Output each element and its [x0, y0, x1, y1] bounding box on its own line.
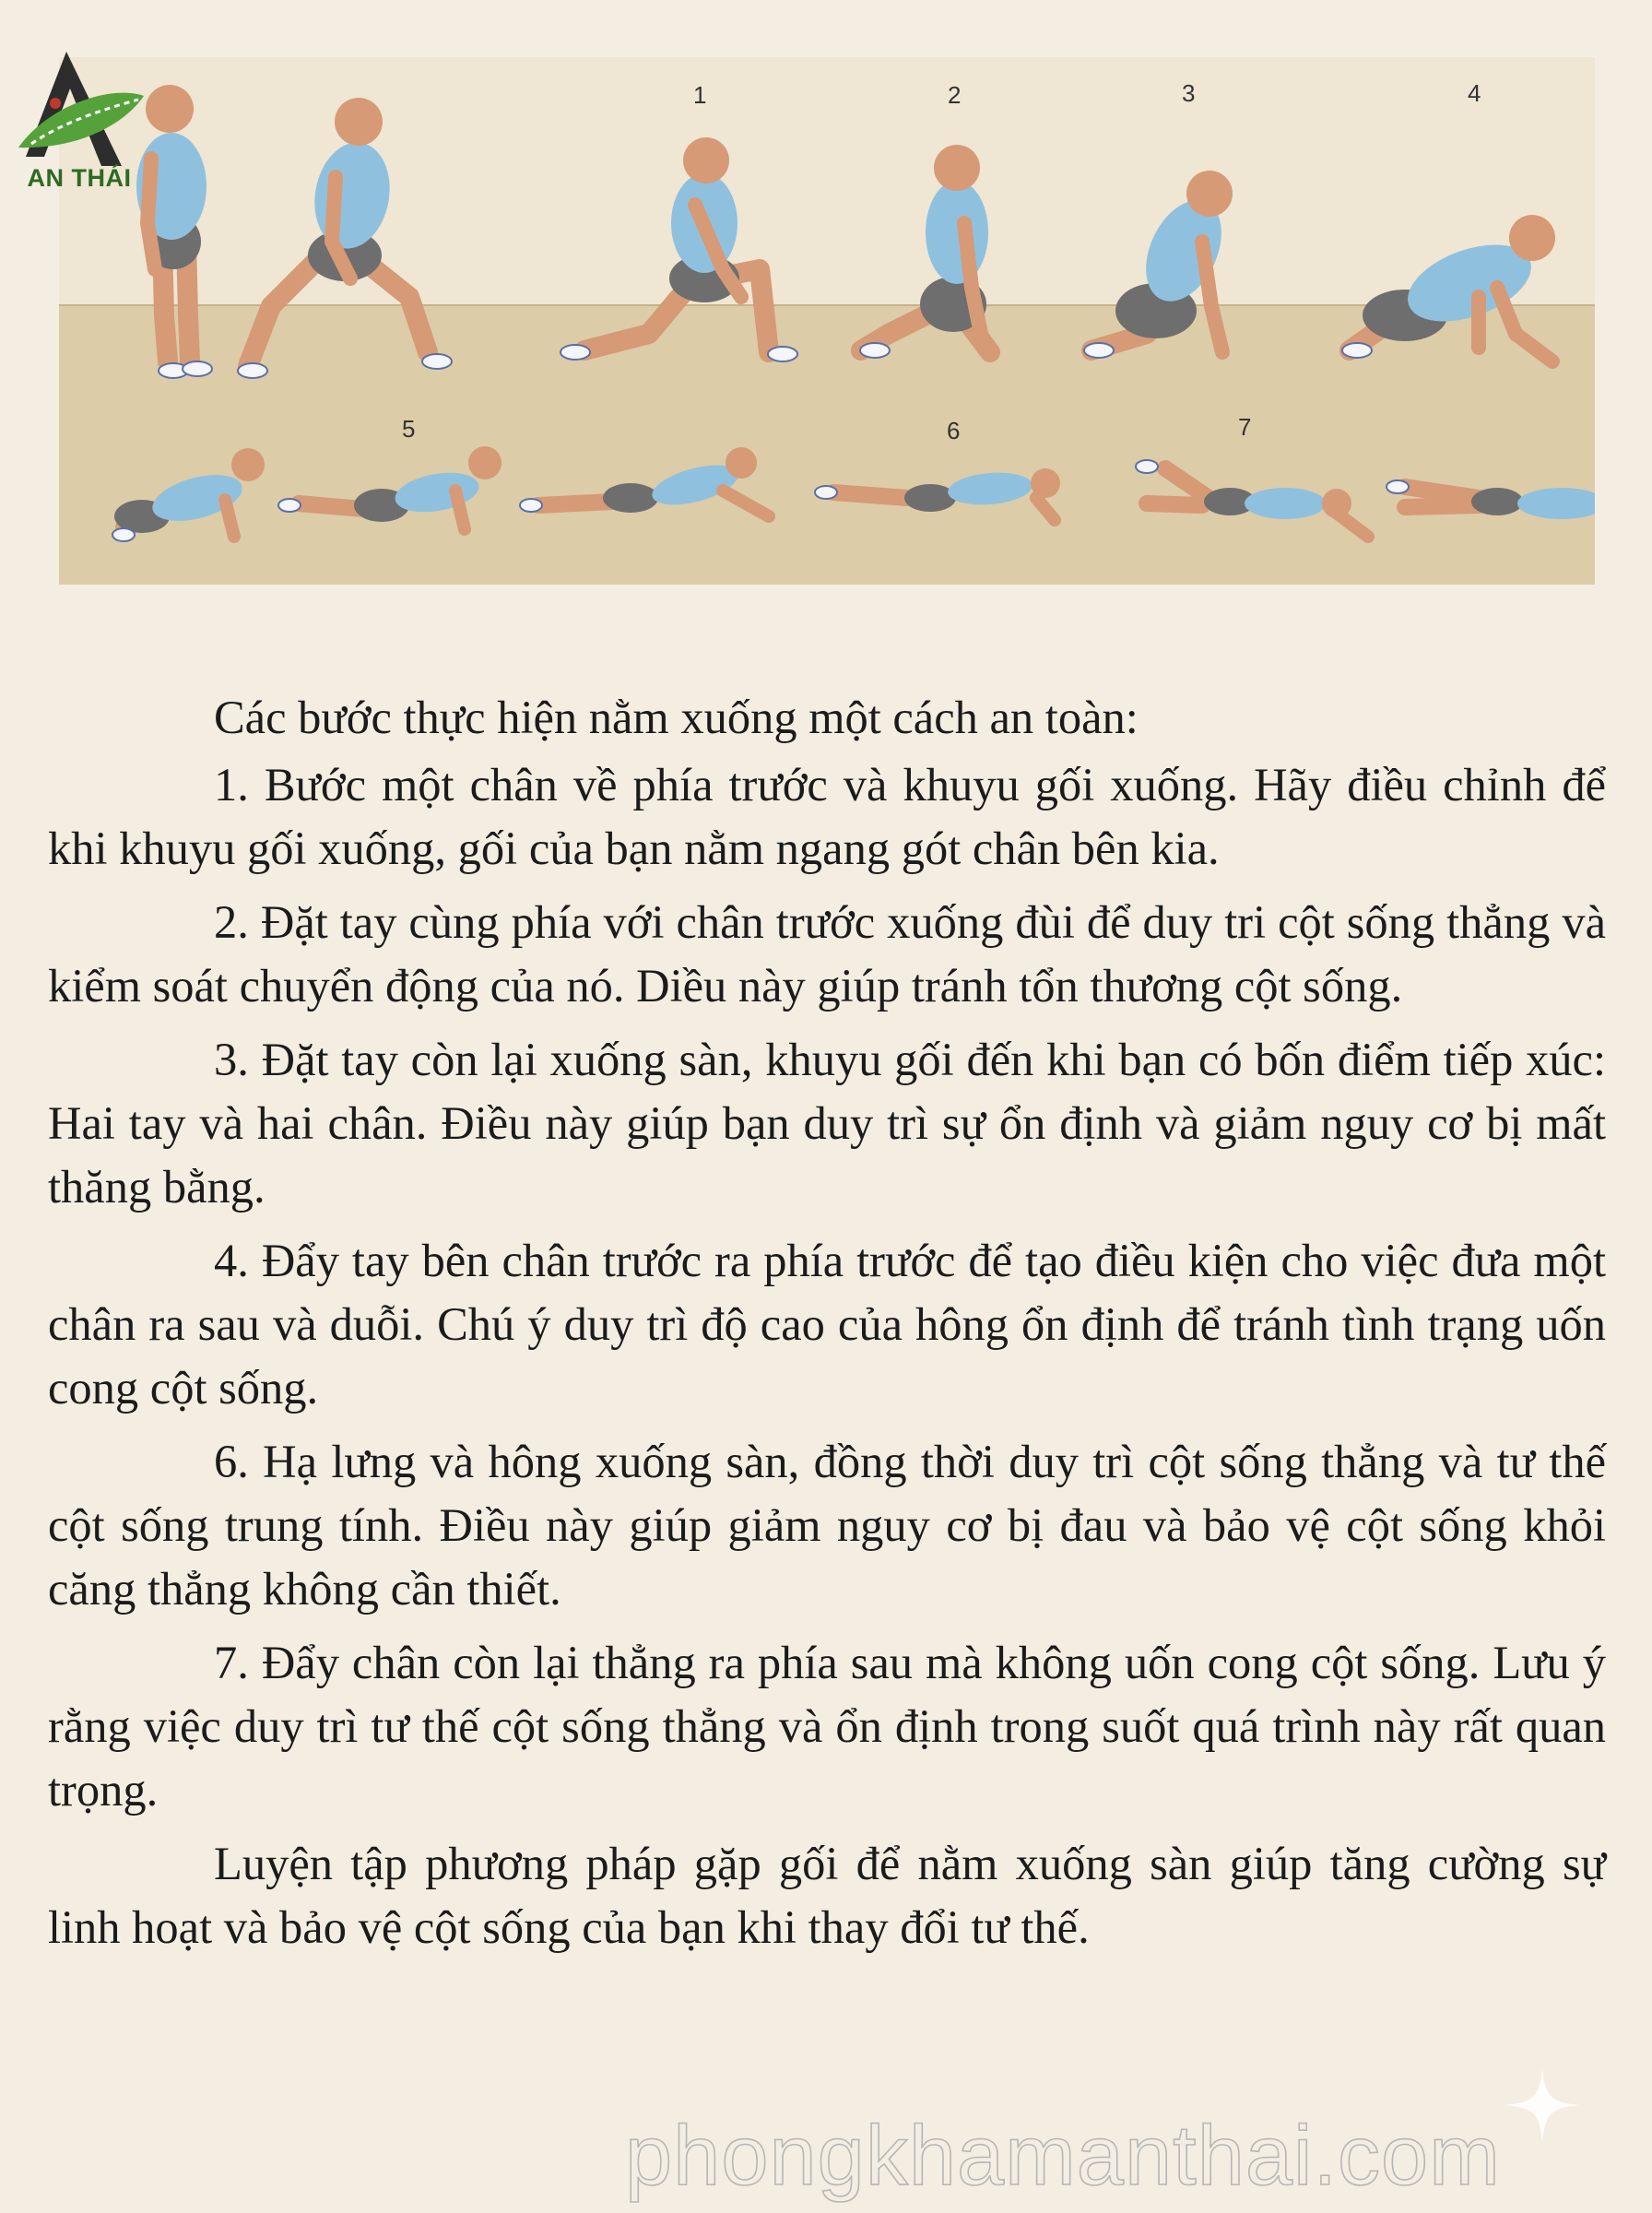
figure-step-4	[1342, 215, 1555, 361]
step-label-5: 5	[402, 415, 416, 443]
closing-paragraph: Luyện tập phương pháp gặp gối để nằm xuống sàn giúp tăng cường sự linh hoạt và bảo vệ cột sống của bạn khi thay đổi tư thế.	[48, 1838, 1606, 1953]
step-label-4: 4	[1468, 79, 1481, 107]
step-paragraph-7: 7. Đẩy chân còn lại thẳng ra phía sau mà không uốn cong cột sống. Lưu ý rằng việc duy trì tư thế cột sống thẳng và ổn định trong suốt quá trình này rất quan trọng.	[48, 1637, 1606, 1816]
figure-step-2	[860, 145, 990, 358]
step-paragraph-2: 2. Đặt tay cùng phía với chân trước xuống đùi để duy tri cột sống thẳng và kiểm soát chuyển động của nó. Diều này giúp tránh tổn thương cột sống.	[48, 896, 1606, 1012]
figure-lowering	[520, 447, 769, 516]
exercise-figures	[59, 57, 1595, 585]
step-label-1: 1	[693, 81, 707, 109]
figure-step-3	[1084, 171, 1236, 358]
figure-lying	[1386, 480, 1595, 519]
step-label-6: 6	[947, 417, 961, 444]
figure-stepping	[238, 98, 452, 378]
figure-step-7	[1136, 460, 1368, 537]
watermark-text: phongkhamanthai.com	[625, 2109, 1501, 2203]
exercise-illustration	[59, 57, 1595, 585]
step-paragraph-3: 3. Đặt tay còn lại xuống sàn, khuyu gối đến khi bạn có bốn điểm tiếp xúc: Hai tay và hai chân. Điều này giúp bạn duy trì sự ổn định và giảm nguy cơ bị mất thăng bằng.	[48, 1034, 1606, 1213]
step-label-7: 7	[1238, 413, 1252, 441]
step-paragraph-1: 1. Bước một chân về phía trước và khuyu gối xuống. Hãy điều chỉnh để khi khuyu gối xuống, gối của bạn nằm ngang gót chân bên kia.	[48, 759, 1606, 874]
intro-line: Các bước thực hiện nằm xuống một cách an toàn:	[214, 692, 1139, 743]
step-paragraph-4: 4. Đẩy tay bên chân trước ra phía trước để tạo điều kiện cho việc đưa một chân ra sau và duỗi. Chú ý duy trì độ cao của hông ổn định để tránh tình trạng uốn cong cột sống.	[48, 1235, 1606, 1414]
figure-step-6	[815, 468, 1060, 520]
figure-step-5	[278, 446, 502, 529]
step-label-3: 3	[1182, 79, 1196, 107]
step-label-2: 2	[948, 81, 962, 109]
logo-brand-text: AN THÁI	[27, 164, 132, 192]
step-paragraph-6: 6. Hạ lưng và hông xuống sàn, đồng thời duy trì cột sống thẳng và tư thế cột sống trung tính. Điều này giúp giảm nguy cơ bị đau và bảo vệ cột sống khỏi căng thẳng không cần thiết.	[48, 1436, 1606, 1615]
article-body	[48, 686, 1606, 1970]
figure-step-1	[560, 137, 797, 361]
figure-crawl-a	[112, 448, 265, 541]
